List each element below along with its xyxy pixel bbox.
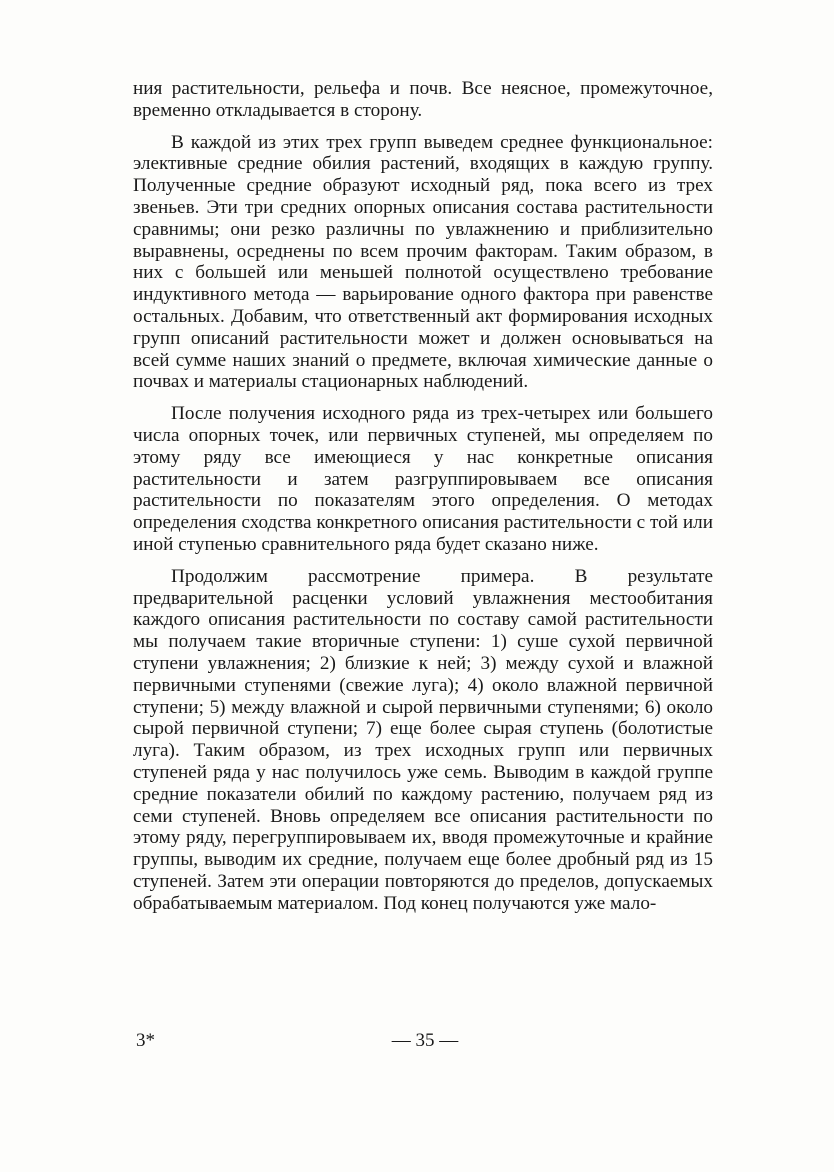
paragraph: В каждой из этих трех групп выведем среднее функциональное: элективные средние обилия растений, входящих в каждую группу. Полученные средние образуют исходный ряд, пока всего из трех звеньев. Эти три средних опорных описания состава растительности сравнимы; они резко различны по увлажнению и приблизительно выравнены, осреднены по всем прочим факторам. Таким образом, в них с большей или меньшей полнотой осуществлено требование индуктивного метода — варьирование одного фактора при равенстве остальных. Добавим, что ответственный акт формирования исходных групп описаний растительности может и должен основываться на всей сумме наших знаний о предмете, включая химические данные о почвах и материалы стационарных наблюдений.	[133, 131, 713, 393]
paragraph: После получения исходного ряда из трех-четырех или большего числа опорных точек, или первичных ступеней, мы определяем по этому ряду все имеющиеся у нас конкретные описания растительности и затем разгруппировываем все описания растительности по показателям этого определения. О методах определения сходства конкретного описания растительности с той или иной ступенью сравнительного ряда будет сказано ниже.	[133, 403, 713, 555]
page-footer	[0, 1030, 834, 1058]
signature-mark: 3*	[136, 1030, 155, 1051]
page-number: — 35 —	[391, 1030, 459, 1051]
paragraph: Продолжим рассмотрение примера. В результате предварительной расценки условий увлажнения местообитания каждого описания растительности по составу самой растительности мы получаем такие вторичные ступени: 1) суше сухой первичной ступени увлажнения; 2) близкие к ней; 3) между сухой и влажной первичными ступенями (свежие луга); 4) около влажной первичной ступени; 5) между влажной и сырой первичными ступенями; 6) около сырой первичной ступени; 7) еще более сырая ступень (болотистые луга). Таким образом, из трех исходных групп или первичных ступеней ряда у нас получилось уже семь. Выводим в каждой группе средние показатели обилий по каждому растению, получаем ряд из семи ступеней. Вновь определяем все описания растительности по этому ряду, перегруппировываем их, вводя промежуточные и крайние группы, выводим их средние, получаем еще более дробный ряд из 15 ступеней. Затем эти операции повторяются до пределов, допускаемых обрабатываемым материалом. Под конец получаются уже мало-	[133, 565, 713, 914]
body-text	[133, 78, 713, 924]
paragraph-continuation: ния растительности, рельефа и почв. Все неясное, промежуточное, временно откладывается в сторону.	[133, 78, 713, 121]
